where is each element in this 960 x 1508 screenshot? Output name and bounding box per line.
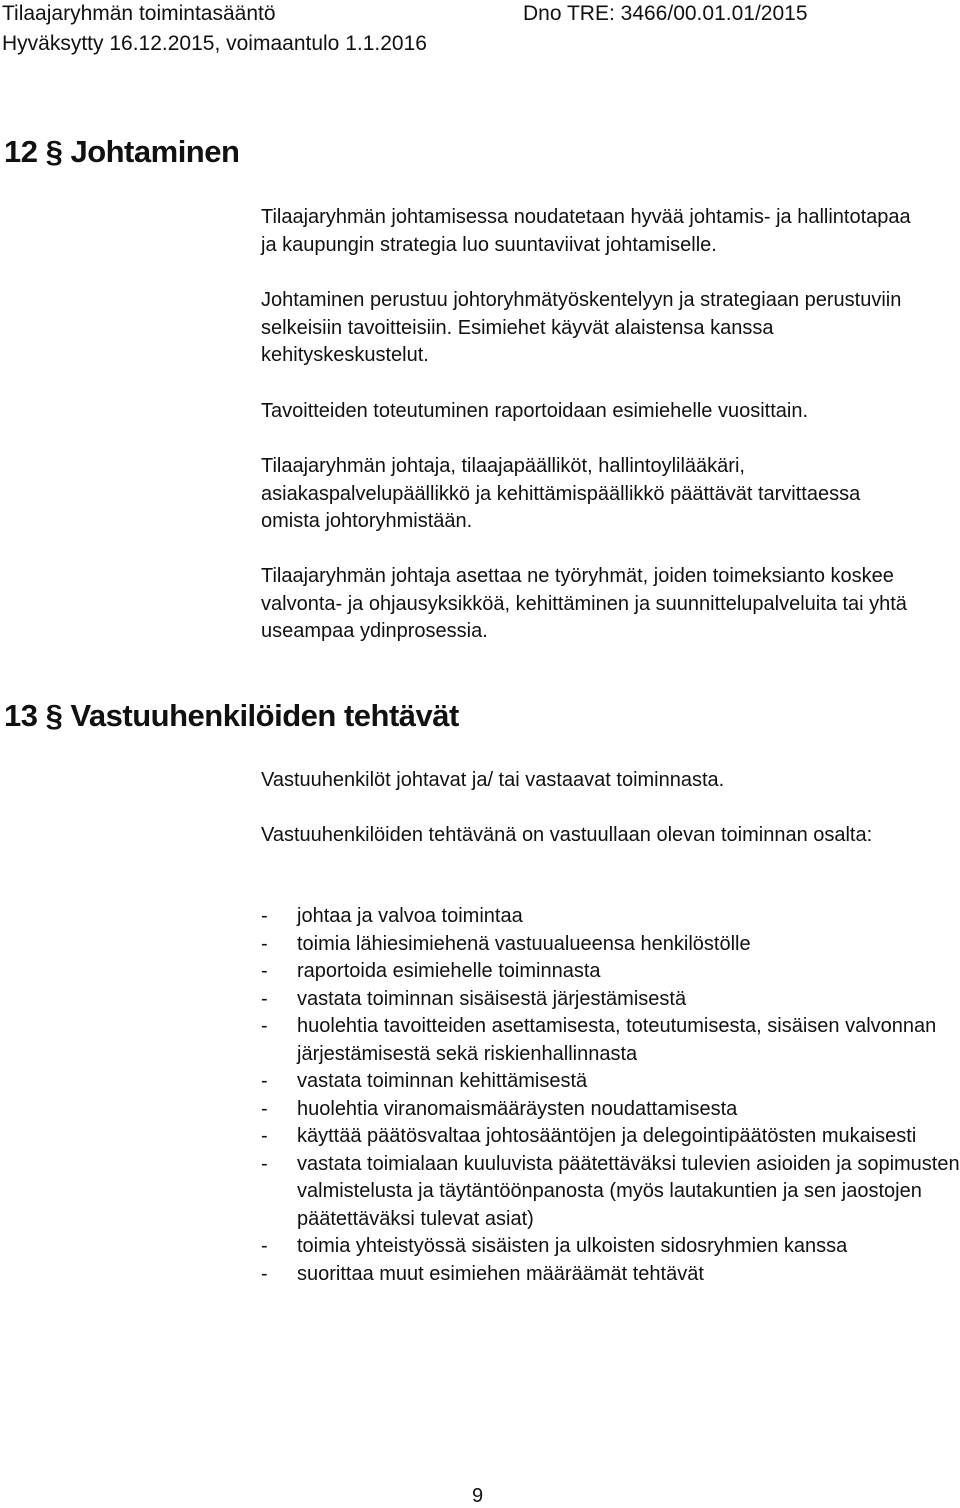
list-item: - raportoida esimiehelle toiminnasta: [261, 958, 960, 986]
list-item: - toimia lähiesimiehenä vastuualueensa henkilöstölle: [261, 931, 960, 959]
list-item: - huolehtia viranomaismääräysten noudattamisesta: [261, 1096, 960, 1124]
section-12-paragraph-2: Johtaminen perustuu johtoryhmätyöskentelyyn ja strategiaan perustuviin selkeisiin tavoitteisiin. Esimiehet käyvät alaistensa kanssa kehityskeskustelut.: [261, 289, 902, 366]
section-12-paragraph-4: Tilaajaryhmän johtaja, tilaajapäälliköt, hallintoylilääkäri, asiakaspalvelupäällikkö ja kehittämispäällikkö päättävät tarvittaessa omista johtoryhmistään.: [261, 455, 861, 532]
section-13-heading: 13 § Vastuuhenkilöiden tehtävät: [4, 698, 459, 733]
list-item: - huolehtia tavoitteiden asettamisesta, toteutumisesta, sisäisen valvonnan järjestämisestä sekä riskienhallinnasta: [261, 1013, 960, 1068]
section-12-paragraph-3: Tavoitteiden toteutuminen raportoidaan esimiehelle vuosittain.: [261, 400, 809, 422]
list-item: - toimia yhteistyössä sisäisten ja ulkoisten sidosryhmien kanssa: [261, 1233, 960, 1261]
document-title: Tilaajaryhmän toimintasääntö: [2, 2, 276, 25]
section-12-paragraph-1: Tilaajaryhmän johtamisessa noudatetaan hyvää johtamis- ja hallintotapaa ja kaupungin strategia luo suuntaviivat johtamiselle.: [261, 206, 911, 256]
approval-date: Hyväksytty 16.12.2015, voimaantulo 1.1.2016: [2, 32, 427, 55]
list-item: - suorittaa muut esimiehen määräämät tehtävät: [261, 1261, 960, 1289]
page-number: 9: [472, 1485, 484, 1507]
list-item: - vastata toiminnan kehittämisestä: [261, 1068, 960, 1096]
responsibilities-list: [261, 903, 960, 1288]
list-item: - käyttää päätösvaltaa johtosääntöjen ja delegointipäätösten mukaisesti: [261, 1123, 960, 1151]
section-12-paragraph-5: Tilaajaryhmän johtaja asettaa ne työryhmät, joiden toimeksianto koskee valvonta- ja ohjausyksikköä, kehittäminen ja suunnittelupalveluita tai yhtä useampaa ydinprosessia.: [261, 565, 907, 642]
list-item: - johtaa ja valvoa toimintaa: [261, 903, 960, 931]
document-number: Dno TRE: 3466/00.01.01/2015: [523, 2, 808, 25]
section-12-heading: 12 § Johtaminen: [4, 134, 240, 169]
section-13-paragraph-1: Vastuuhenkilöt johtavat ja/ tai vastaavat toiminnasta.: [261, 769, 725, 791]
section-13-paragraph-2: Vastuuhenkilöiden tehtävänä on vastuullaan olevan toiminnan osalta:: [261, 824, 873, 846]
list-item: - vastata toimialaan kuuluvista päätettäväksi tulevien asioiden ja sopimusten valmistelusta ja täytäntöönpanosta (myös lautakuntien ja sen jaostojen päätettäväksi tulevat asiat): [261, 1151, 960, 1234]
list-item: - vastata toiminnan sisäisestä järjestämisestä: [261, 986, 960, 1014]
